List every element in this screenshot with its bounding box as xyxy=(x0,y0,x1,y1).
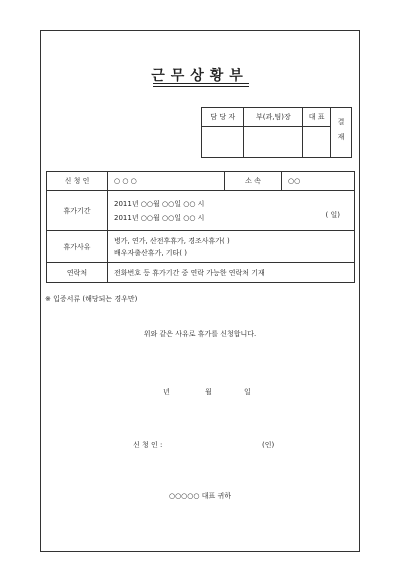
date-day[interactable]: 일 xyxy=(244,388,251,396)
supporting-docs-note: ※ 입증서류 (해당되는 경우만) xyxy=(45,295,138,303)
form-page xyxy=(40,30,360,552)
approval-header-manager: 부(과,팀)장 xyxy=(244,108,303,127)
period-start: 2011년 ○○월 ○○일 ○○ 시 xyxy=(114,199,205,208)
contact-label: 연락처 xyxy=(47,263,108,283)
approval-sign-manager[interactable] xyxy=(244,127,303,158)
signature-label: 신 청 인 : xyxy=(133,441,163,449)
approval-side-label: 결재 xyxy=(331,108,352,158)
approval-box xyxy=(201,107,352,158)
approval-sign-ceo[interactable] xyxy=(303,127,331,158)
title-underline-double xyxy=(153,86,249,87)
period-label: 휴가기간 xyxy=(47,191,108,231)
request-statement: 위와 같은 사유로 휴가를 신청합니다. xyxy=(143,330,257,338)
recipient-line: ○○○○○ 대표 귀하 xyxy=(168,492,232,500)
title-underline xyxy=(153,83,249,84)
period-days: ( 일) xyxy=(325,210,340,219)
reason-cell[interactable] xyxy=(108,231,355,263)
period-end: 2011년 ○○월 ○○일 ○○ 시 xyxy=(114,213,205,222)
applicant-value[interactable]: ○ ○ ○ xyxy=(108,172,225,191)
reason-label: 휴가사유 xyxy=(47,231,108,263)
reason-options-2: 배우자출산휴가, 기타( ) xyxy=(114,248,187,257)
applicant-label: 신 청 인 xyxy=(47,172,108,191)
approval-header-staff: 담 당 자 xyxy=(202,108,244,127)
approval-sign-staff[interactable] xyxy=(202,127,244,158)
date-month[interactable]: 월 xyxy=(205,388,212,396)
period-cell[interactable] xyxy=(108,191,355,231)
dept-value[interactable]: ○○ xyxy=(282,172,355,191)
approval-header-ceo: 대 표 xyxy=(303,108,331,127)
contact-value[interactable]: 전화번호 등 휴가기간 중 연락 가능한 연락처 기재 xyxy=(108,263,355,283)
date-year[interactable]: 년 xyxy=(163,388,170,396)
leave-form-table xyxy=(46,171,355,283)
reason-options-1: 병가, 연가, 산전후휴가, 경조사휴가( ) xyxy=(114,236,230,245)
signature-seal[interactable]: (인) xyxy=(262,441,275,449)
dept-label: 소 속 xyxy=(225,172,282,191)
page-title: 근무상황부 xyxy=(151,68,249,84)
